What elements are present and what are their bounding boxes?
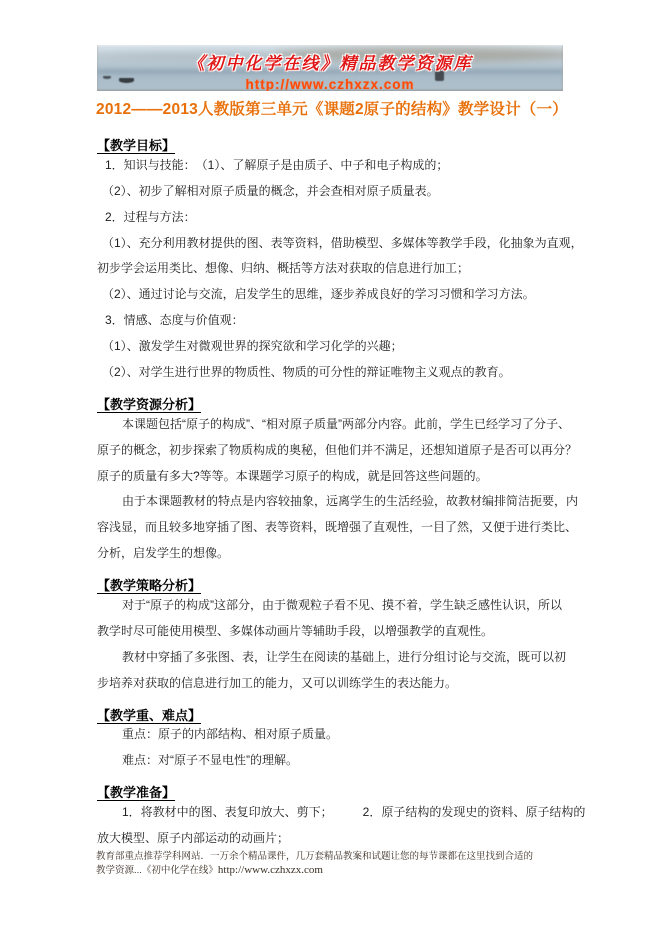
site-name: 《初中化学在线》精品教学资源库: [187, 54, 473, 73]
body-line: 教学时尽可能使用模型、多媒体动画片等辅助手段，以增强教学的直观性。: [97, 623, 494, 638]
footer-url-link[interactable]: http://www.czhxzx.com: [217, 863, 323, 876]
body-line: 3．情感、态度与价值观：: [105, 313, 244, 328]
body-line: 原子的质量有多大?等等。本课题学习原子的构成，就是回答这些问题的。: [97, 468, 488, 483]
body-line: （1）、激发学生对微观世界的探究欲和学习化学的兴趣；: [102, 339, 403, 354]
body-line: 分析，启发学生的想像。: [97, 546, 230, 561]
section-heading-strategy-analysis: 【教学策略分析】: [97, 578, 202, 594]
body-line: （2）、通过讨论与交流，启发学生的思维，逐步养成良好的学习习惯和学习方法。: [102, 287, 535, 302]
footer-promo: [96, 850, 572, 877]
body-line: 对于“原子的构成”这部分，由于微观粒子看不见、摸不着，学生缺乏感性认识，所以: [122, 598, 562, 613]
body-line: （2）、对学生进行世界的物质性、物质的可分性的辩证唯物主义观点的教育。: [102, 365, 511, 380]
body-line: （1）、充分利用教材提供的图、表等资料，借助模型、多媒体等教学手段，化抽象为直观，: [102, 235, 583, 250]
body-line: 步培养对获取的信息进行加工的能力，又可以训练学生的表达能力。: [97, 675, 458, 690]
body-line: 本课题包括“原子的构成”、“相对原子质量”两部分内容。此前，学生已经学习了分子、: [122, 416, 570, 431]
site-url-link[interactable]: http://www.czhxzx.com: [245, 77, 415, 91]
body-line: 难点：对“原子不显电性”的理解。: [122, 753, 298, 768]
section-heading-teaching-goals: 【教学目标】: [97, 138, 176, 153]
body-line: 重点：原子的内部结构、相对原子质量。: [122, 727, 339, 742]
document-body: [97, 127, 586, 852]
footer-promo-text: 教学资源...《初中化学在线》: [96, 864, 218, 876]
footer-promo-line2: [96, 864, 572, 878]
body-line: 2．过程与方法：: [105, 209, 196, 224]
body-line: 1．知识与技能： （1）、了解原子是由质子、中子和电子构成的；: [105, 157, 449, 172]
site-banner: [97, 45, 563, 91]
body-line: （2）、初步了解相对原子质量的概念，并会查相对原子质量表。: [102, 183, 439, 198]
section-heading-resource-analysis: 【教学资源分析】: [97, 396, 202, 412]
body-line: 由于本课题教材的特点是内容较抽象，远离学生的生活经验，故教材编排简洁扼要，内: [122, 494, 579, 509]
section-heading-key-difficult-points: 【教学重、难点】: [97, 707, 202, 723]
body-line: 初步学会运用类比、想像、归纳、概括等方法对获取的信息进行加工；: [97, 261, 470, 276]
footer-promo-line1: 教育部重点推荐学科网站．一万余个精品课件，几万套精品教案和试题让您的每节课都在这里找到合适的: [96, 851, 534, 862]
body-line: 放大模型、原子内部运动的动画片；: [97, 831, 290, 846]
body-line: 1．将教材中的图、表复印放大、剪下； 2．原子结构的发现史的资料、原子结构的: [122, 805, 586, 820]
body-line: 教材中穿插了多张图、表，让学生在阅读的基础上，进行分组讨论与交流，既可以初: [122, 649, 567, 664]
section-heading-teaching-preparation: 【教学准备】: [97, 785, 176, 801]
body-line: 容浅显，而且较多地穿插了图、表等资料，既增强了直观性，一目了然，又便于进行类比、: [97, 520, 578, 535]
document-title: 2012——2013人教版第三单元《课题2原子的结构》教学设计（一）: [96, 101, 568, 118]
body-line: 原子的概念，初步探索了物质构成的奥秘，但他们并不满足，还想知道原子是否可以再分？: [97, 442, 578, 457]
